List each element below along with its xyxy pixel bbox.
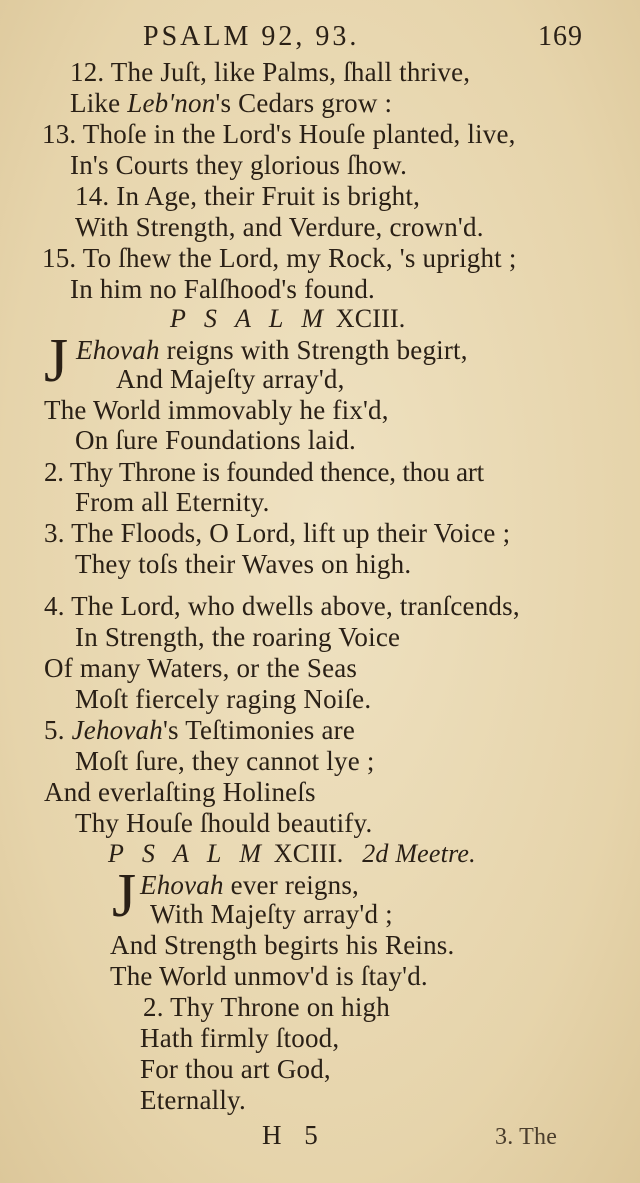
psalm-title-number: XCIII. [273, 839, 344, 868]
verse-number: 5. [44, 715, 72, 745]
verse-text: 's Cedars grow : [215, 88, 393, 118]
verse-line: 3. The Floods, O Lord, lift up their Voice ; [44, 518, 511, 548]
verse-line: The World unmov'd is ſtay'd. [110, 961, 428, 991]
verse-line: In Strength, the roaring Voice [75, 622, 401, 652]
catchword: 3. The [495, 1124, 558, 1150]
verse-line: And everlaſting Holineſs [44, 777, 316, 807]
drop-cap: J [112, 862, 137, 930]
italic-name: Ehovah [76, 335, 160, 365]
italic-name: Leb'non [127, 88, 216, 118]
psalm-title-word: P S A L M [108, 839, 268, 868]
italic-name: Ehovah [140, 870, 224, 900]
verse-line: 13. Thoſe in the Lord's Houſe planted, live, [42, 119, 516, 149]
verse-line: Moſt fiercely raging Noiſe. [75, 684, 372, 714]
verse-line: In him no Falſhood's found. [70, 274, 376, 304]
verse-line: 2. Thy Throne is founded thence, thou art [44, 457, 484, 487]
verse-line: Hath firmly ſtood, [140, 1023, 340, 1053]
verse-line: With Strength, and Verdure, crown'd. [75, 212, 484, 242]
verse-line: In's Courts they glorious ſhow. [70, 150, 408, 180]
psalm-title-number: XCIII. [335, 304, 406, 333]
psalm-title [108, 839, 476, 869]
verse-line: Moſt ſure, they cannot lye ; [75, 746, 375, 776]
verse-line [140, 870, 359, 900]
verse-line: 14. In Age, their Fruit is bright, [75, 181, 421, 211]
drop-cap: J [44, 327, 69, 395]
verse-text: ever reigns, [223, 870, 359, 900]
verse-line: Eternally. [140, 1085, 246, 1115]
running-title: PSALM 92, 93. [143, 21, 360, 52]
verse-line: On ſure Foundations laid. [75, 425, 356, 455]
verse-text: reigns with Strength begirt, [159, 335, 468, 365]
verse-line [44, 715, 355, 745]
verse-line: Thy Houſe ſhould beautify. [75, 808, 373, 838]
verse-line [70, 88, 392, 118]
page-number: 169 [538, 21, 583, 52]
italic-name: Jehovah [71, 715, 163, 745]
verse-line: For thou art God, [140, 1054, 331, 1084]
verse-line: 15. To ſhew the Lord, my Rock, 's upright ; [42, 243, 517, 273]
verse-line: And Strength begirts his Reins. [110, 930, 455, 960]
psalm-title [170, 304, 406, 334]
verse-text: 's Teſtimonies are [162, 715, 356, 745]
meetre-label: 2d Meetre. [362, 839, 476, 868]
verse-text: Like [70, 88, 128, 118]
verse-line: Of many Waters, or the Seas [44, 653, 358, 683]
verse-line: With Majeſty array'd ; [150, 899, 393, 929]
verse-line: From all Eternity. [75, 487, 270, 517]
verse-line: 2. Thy Throne on high [143, 992, 390, 1022]
verse-line: 12. The Juſt, like Palms, ſhall thrive, [70, 57, 471, 87]
verse-line: They toſs their Waves on high. [75, 549, 412, 579]
verse-line: 4. The Lord, who dwells above, tranſcends, [44, 591, 520, 621]
verse-line: And Majeſty array'd, [116, 364, 345, 394]
signature-mark: H 5 [262, 1120, 326, 1150]
verse-line [76, 335, 468, 365]
verse-line: The World immovably he fix'd, [44, 395, 389, 425]
psalm-title-word: P S A L M [170, 304, 330, 333]
